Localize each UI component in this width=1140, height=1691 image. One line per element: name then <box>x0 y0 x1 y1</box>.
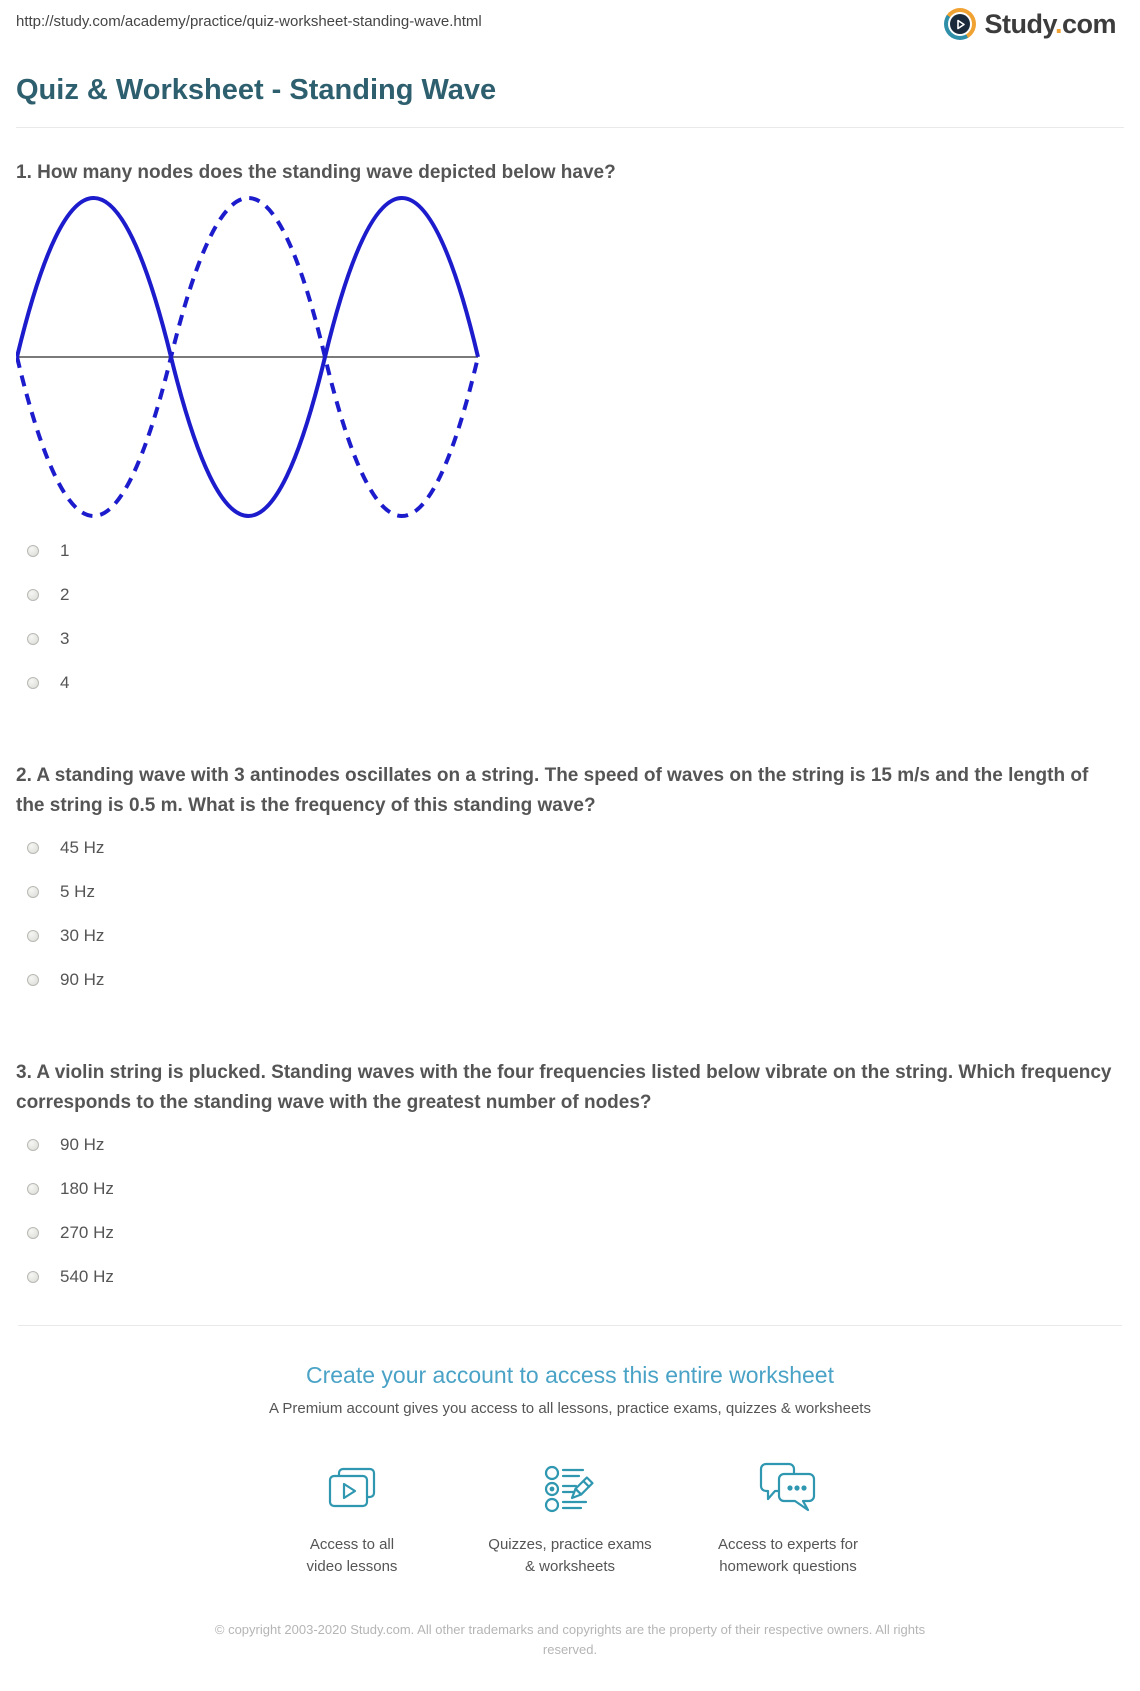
answer-option[interactable] <box>16 1177 114 1201</box>
copyright-text: © copyright 2003-2020 Study.com. All other trademarks and copyrights are the property of their respective owners. All rights reserved. <box>214 1621 926 1658</box>
account-promo-footer <box>0 1362 1140 1691</box>
option-label: 1 <box>60 541 70 561</box>
answer-option[interactable] <box>16 924 104 948</box>
answer-option[interactable] <box>16 583 69 607</box>
create-account-heading[interactable]: Create your account to access this entire worksheet <box>306 1362 834 1389</box>
benefit-label: Quizzes, practice exams & worksheets <box>488 1536 652 1575</box>
question-3-text: 3. A violin string is plucked. Standing waves with the four frequencies listed below vibrate on the string. Which frequency corresponds to the standing wave with the greatest number of nodes? <box>16 1062 1112 1113</box>
radio-button[interactable] <box>27 974 39 986</box>
benefit-video-lessons <box>243 1457 461 1578</box>
premium-subheading: A Premium account gives you access to all lessons, practice exams, quizzes & worksheets <box>269 1400 871 1418</box>
answer-option[interactable] <box>16 1133 104 1157</box>
page-title: Quiz & Worksheet - Standing Wave <box>16 74 497 106</box>
option-label: 2 <box>60 585 70 605</box>
standing-wave-diagram <box>16 191 1124 523</box>
benefit-experts <box>679 1457 897 1578</box>
radio-button[interactable] <box>27 1183 39 1195</box>
logo-play-icon <box>944 8 976 40</box>
answer-option[interactable] <box>16 880 95 904</box>
benefits-row <box>0 1457 1140 1578</box>
question-2-text: 2. A standing wave with 3 antinodes oscillates on a string. The speed of waves on the string is 15 m/s and the length of the string is 0.5 m. What is the frequency of this standing wave? <box>16 765 1089 816</box>
benefit-label: Access to all video lessons <box>306 1536 398 1575</box>
option-label: 90 Hz <box>60 970 105 990</box>
radio-button[interactable] <box>27 545 39 557</box>
radio-button[interactable] <box>27 1227 39 1239</box>
question-2-options <box>16 836 1124 992</box>
radio-button[interactable] <box>27 930 39 942</box>
benefit-quizzes <box>461 1457 679 1578</box>
option-label: 90 Hz <box>60 1135 105 1155</box>
title-divider <box>16 127 1124 128</box>
radio-button[interactable] <box>27 589 39 601</box>
quiz-pencil-icon <box>461 1457 679 1521</box>
quiz-body <box>0 158 1140 1289</box>
logo-wordmark: Study.com <box>984 8 1116 39</box>
question-1-options <box>16 539 1124 695</box>
radio-button[interactable] <box>27 842 39 854</box>
option-label: 3 <box>60 629 70 649</box>
studycom-logo[interactable] <box>944 8 1116 40</box>
answer-option[interactable] <box>16 836 104 860</box>
benefit-label: Access to experts for homework questions <box>717 1536 859 1575</box>
answer-option[interactable] <box>16 627 69 651</box>
chat-experts-icon <box>679 1457 897 1521</box>
radio-button[interactable] <box>27 633 39 645</box>
footer-divider <box>18 1325 1122 1326</box>
option-label: 4 <box>60 673 70 693</box>
answer-option[interactable] <box>16 1265 114 1289</box>
option-label: 180 Hz <box>60 1179 114 1199</box>
answer-option[interactable] <box>16 968 104 992</box>
radio-button[interactable] <box>27 1139 39 1151</box>
radio-button[interactable] <box>27 677 39 689</box>
option-label: 270 Hz <box>60 1223 114 1243</box>
answer-option[interactable] <box>16 1221 114 1245</box>
url-text: http://study.com/academy/practice/quiz-worksheet-standing-wave.html <box>16 13 482 30</box>
option-label: 45 Hz <box>60 838 105 858</box>
radio-button[interactable] <box>27 886 39 898</box>
radio-button[interactable] <box>27 1271 39 1283</box>
video-lessons-icon <box>243 1457 461 1521</box>
answer-option[interactable] <box>16 539 69 563</box>
question-1-text: 1. How many nodes does the standing wave depicted below have? <box>16 162 616 183</box>
answer-option[interactable] <box>16 671 69 695</box>
option-label: 30 Hz <box>60 926 105 946</box>
option-label: 5 Hz <box>60 882 95 902</box>
page-header <box>0 0 1140 39</box>
question-3-options <box>16 1133 1124 1289</box>
option-label: 540 Hz <box>60 1267 114 1287</box>
